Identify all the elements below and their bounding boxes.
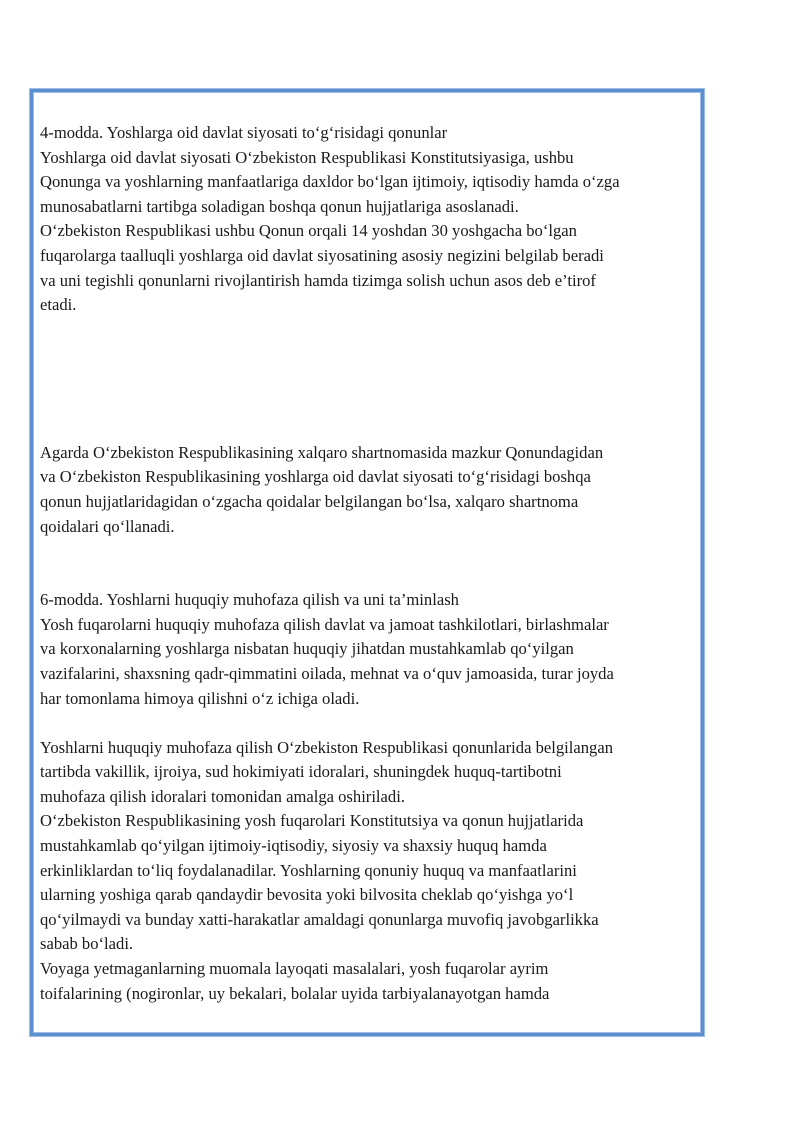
text-line: O‘zbekiston Respublikasining yosh fuqarolari Konstitutsiya va qonun hujjatlarida [40, 811, 584, 831]
text-line: Yoshlarga oid davlat siyosati O‘zbekiston Respublikasi Konstitutsiyasiga, ushbu [40, 147, 574, 167]
text-line: va O‘zbekiston Respublikasining yoshlarga oid davlat siyosati to‘g‘risidagi boshqa [40, 467, 591, 487]
article-6-paragraph-1 [40, 613, 700, 711]
text-line: vazifalarini, shaxsning qadr-qimmatini oilada, mehnat va o‘quv jamoasida, turar joyda [40, 663, 614, 683]
text-line: Qonunga va yoshlarning manfaatlariga daxldor bo‘lgan ijtimoiy, iqtisodiy hamda o‘zga [40, 172, 620, 192]
text-line: muhofaza qilish idoralari tomonidan amalga oshiriladi. [40, 786, 405, 806]
text-line: har tomonlama himoya qilishni o‘z ichiga oladi. [40, 688, 360, 708]
blank-space [40, 318, 700, 441]
text-line: Yoshlarni huquqiy muhofaza qilish O‘zbekiston Respublikasi qonunlarida belgilangan [40, 737, 614, 757]
text-line: Agarda O‘zbekiston Respublikasining xalqaro shartnomasida mazkur Qonundagidan [40, 442, 604, 462]
text-line: va uni tegishli qonunlarni rivojlantirish hamda tizimga solish uchun asos deb e’tirof [40, 270, 596, 290]
text-line: O‘zbekiston Respublikasi ushbu Qonun orqali 14 yoshdan 30 yoshgacha bo‘lgan [40, 221, 577, 241]
article-4-paragraph-2 [40, 219, 700, 317]
text-line: tartibda vakillik, ijroiya, sud hokimiyati idoralari, shuningdek huquq-tartibotni [40, 762, 562, 782]
text-line: qo‘yilmaydi va bunday xatti-harakatlar amaldagi qonunlarga muvofiq javobgarlikka [40, 909, 599, 929]
text-line: mustahkamlab qo‘yilgan ijtimoiy-iqtisodiy, siyosiy va shaxsiy huquq hamda [40, 836, 547, 856]
text-line: qoidalari qo‘llanadi. [40, 516, 175, 536]
article-6-paragraph-3 [40, 809, 700, 957]
text-line: Yosh fuqarolarni huquqiy muhofaza qilish davlat va jamoat tashkilotlari, birlashmalar [40, 614, 609, 634]
text-line: munosabatlarni tartibga soladigan boshqa qonun hujjatlariga asoslanadi. [40, 196, 519, 216]
blank-space [40, 539, 700, 588]
article-4-paragraph-3 [40, 441, 700, 539]
article-6-paragraph-4 [40, 957, 700, 1006]
text-line: qonun hujjatlaridagidan o‘zgacha qoidalar belgilangan bo‘lsa, xalqaro shartnoma [40, 491, 579, 511]
text-line: etadi. [40, 295, 77, 315]
text-line: erkinliklardan to‘liq foydalanadilar. Yoshlarning qonuniy huquq va manfaatlarini [40, 860, 577, 880]
article-4-heading: 4-modda. Yoshlarga oid davlat siyosati to‘g‘risidagi qonunlar [40, 123, 448, 142]
document-body [40, 121, 700, 1006]
article-6-paragraph-2 [40, 736, 700, 810]
text-line: va korxonalarning yoshlarga nisbatan huquqiy jihatdan mustahkamlab qo‘yilgan [40, 639, 574, 659]
text-line: fuqarolarga taalluqli yoshlarga oid davlat siyosatining asosiy negizini belgilab beradi [40, 245, 604, 265]
text-line: Voyaga yetmaganlarning muomala layoqati masalalari, yosh fuqarolar ayrim [40, 959, 549, 979]
article-6-heading: 6-modda. Yoshlarni huquqiy muhofaza qilish va uni ta’minlash [40, 590, 459, 610]
text-line: ularning yoshiga qarab qandaydir bevosita yoki bilvosita cheklab qo‘yishga yo‘l [40, 885, 574, 905]
text-line: toifalarining (nogironlar, uy bekalari, bolalar uyida tarbiyalanayotgan hamda [40, 983, 550, 1003]
article-4-paragraph-1 [40, 146, 700, 220]
text-line: sabab bo‘ladi. [40, 934, 134, 954]
blank-space [40, 711, 700, 736]
